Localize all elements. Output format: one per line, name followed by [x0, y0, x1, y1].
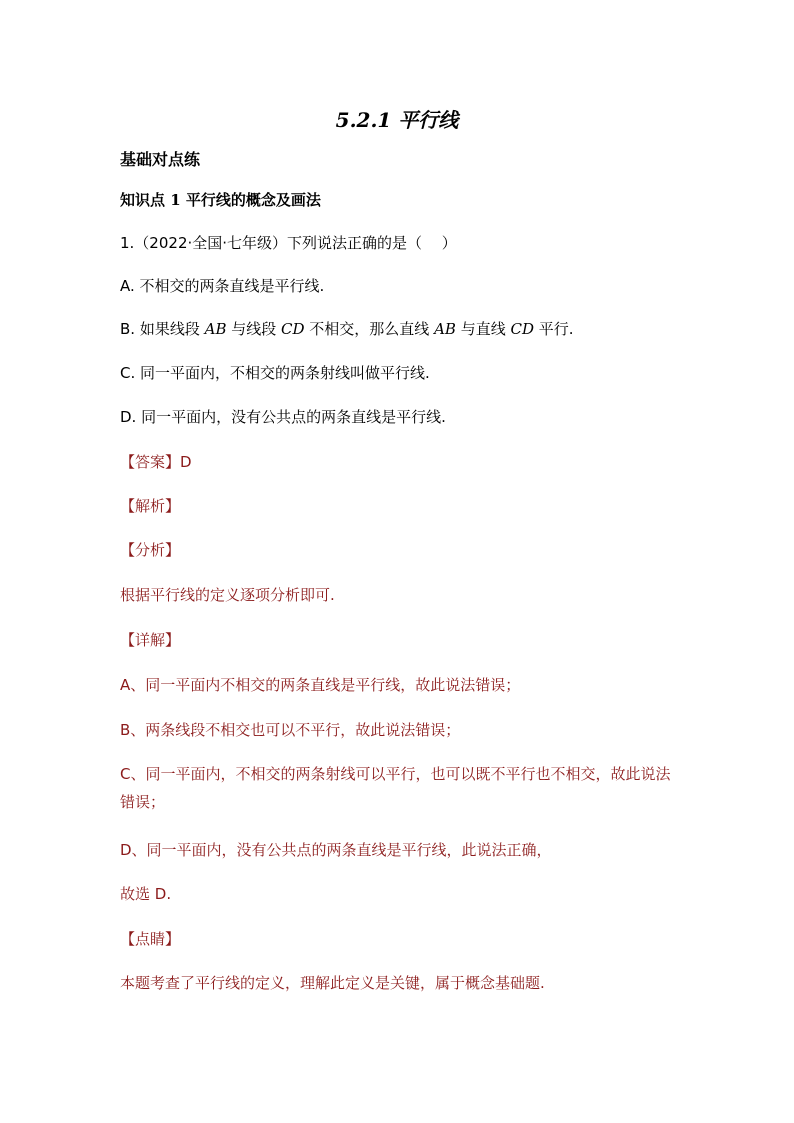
comment-label: 【点睛】	[120, 930, 181, 948]
option-b-text-2: 与线段	[226, 320, 282, 338]
detail-d: D、同一平面内，没有公共点的两条直线是平行线，此说法正确，	[120, 841, 552, 859]
option-a: A. 不相交的两条直线是平行线.	[120, 277, 325, 295]
answer-value: D	[180, 453, 192, 471]
document-title: 5.2.1 平行线	[335, 108, 459, 132]
option-b	[120, 319, 574, 339]
option-c: C. 同一平面内，不相交的两条射线叫做平行线.	[120, 364, 430, 382]
detail-b: B、两条线段不相交也可以不平行，故此说法错误；	[120, 721, 461, 739]
option-b-var-3: AB	[434, 320, 456, 338]
question-stem: 1.（2022·全国·七年级）下列说法正确的是（ ）	[120, 234, 457, 252]
detail-c: C、同一平面内，不相交的两条射线可以平行，也可以既不平行也不相交，故此说法错误；	[120, 765, 671, 811]
answer-line	[120, 452, 192, 472]
option-b-text-5: 平行.	[534, 320, 574, 338]
fenxi-text: 根据平行线的定义逐项分析即可.	[120, 586, 335, 604]
section-heading: 基础对点练	[120, 150, 201, 169]
detail-a: A、同一平面内不相交的两条直线是平行线，故此说法错误；	[120, 676, 521, 694]
knowledge-point-heading: 知识点 1 平行线的概念及画法	[120, 191, 321, 209]
detail-label: 【详解】	[120, 631, 181, 649]
option-b-var-4: CD	[510, 320, 534, 338]
comment-text: 本题考查了平行线的定义，理解此定义是关键，属于概念基础题.	[120, 974, 545, 992]
conclusion: 故选 D.	[120, 885, 172, 903]
analysis-label: 【解析】	[120, 497, 181, 515]
answer-label: 【答案】	[120, 453, 181, 471]
option-b-text-3: 不相交，那么直线	[304, 320, 435, 338]
fenxi-label: 【分析】	[120, 541, 181, 559]
option-b-text-4: 与直线	[455, 320, 511, 338]
option-b-var-1: AB	[204, 320, 227, 338]
option-b-text-1: B. 如果线段	[120, 320, 205, 338]
option-d: D. 同一平面内，没有公共点的两条直线是平行线.	[120, 408, 446, 426]
option-b-var-2: CD	[281, 320, 305, 338]
